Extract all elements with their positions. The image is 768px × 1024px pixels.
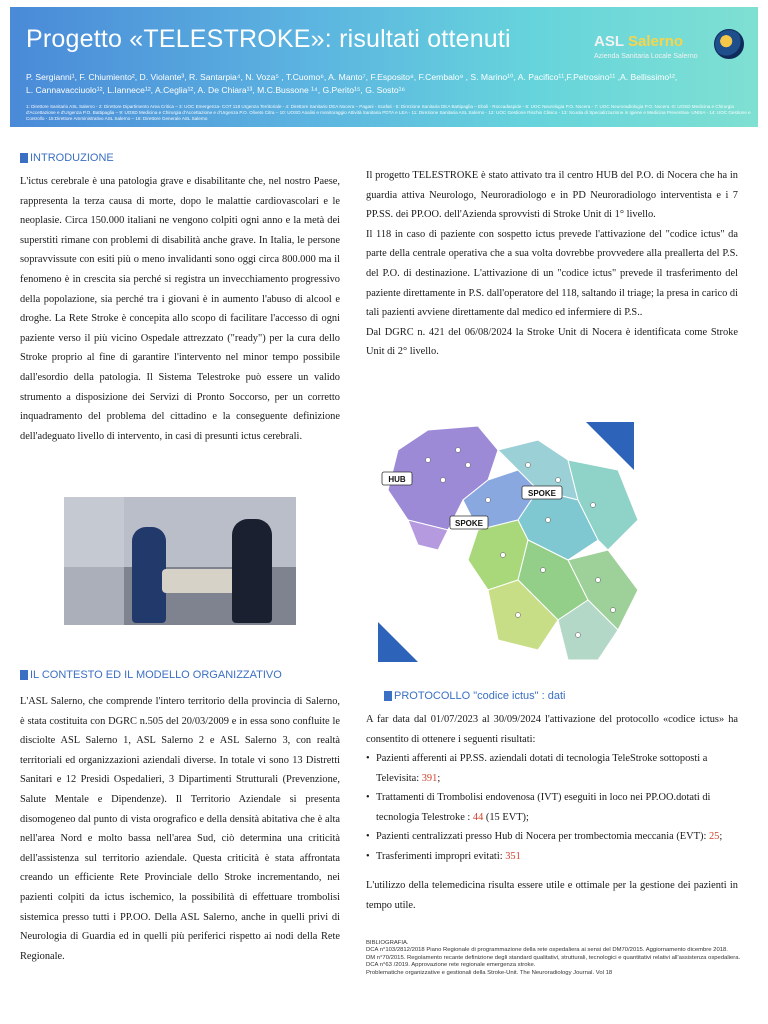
result-value-televisita: 391 (421, 772, 438, 784)
map-label-hub (382, 472, 412, 485)
bibliography-ref-4: Problematiche organizzative e gestionali della Stroke-Unit. The Neuroradiology Journal. Vol 18 (366, 969, 613, 976)
emergency-transport-photo (64, 497, 296, 625)
photo-door (64, 497, 124, 625)
section-heading-protocollo (384, 690, 565, 702)
photo-nurse (132, 527, 166, 623)
header-banner (10, 7, 758, 127)
square-bullet-icon (20, 153, 28, 163)
result-value-evt: 25 (708, 831, 720, 843)
result-item-ivt (366, 788, 738, 827)
square-bullet-icon (384, 691, 392, 701)
results-list (366, 749, 738, 867)
logo-salerno: Salerno (628, 33, 684, 50)
globe-icon (714, 29, 744, 59)
result-value-ivt: 44 (472, 811, 484, 823)
map-hub-text: HUB (388, 475, 406, 484)
map-label-spoke-2 (450, 516, 488, 529)
map-spoke-2-text: SPOKE (454, 519, 484, 528)
photo-guard (232, 519, 272, 623)
authors (26, 71, 746, 96)
poster-title: Progetto «TELESTROKE»: risultati ottenuti (26, 25, 511, 53)
progetto-text (366, 166, 738, 362)
contesto-text: L'ASL Salerno, che comprende l'intero territorio della provincia di Salerno, è stata costituita con DGRC n.505 del 20/03/2009 e in essa sono confluite le disciolte ASL Salerno 1, ASL Salerno 2 e ASL Salerno 3, con realtà territoriali ed organizzazioni aziendali diverse. In totale vi sono 13 Distretti Sanitari e 12 Presidi Ospedalieri, 3 Dipartimenti Strutturali (Prevenzione, Salute Mentale e Dipendenze). Il Territorio Aziendale si presenta disomogeneo dal punto di vista orografico e della densità abitativa che è alta nell'area Nord e molto bassa nell'area Sud, ciò determina una criticità dell'assistenza sul territorio aziendale. Questa criticità è stata affrontata creando un efficiente Rete Provinciale dello Stroke incrementando, nei pazienti colpiti da ictus ischemico, la possibilità di effettuare trombolisi sistemica presso tutti i PP.OO. Della ASL Salerno, anche in quelli privi di Neurologia di Guardia ed in quelli più periferici rispetto ai nodi della Rete Regionale. (20, 696, 340, 962)
result-text-ivt: Trattamenti di Trombolisi endovenosa (IVT) eseguiti in loco nei PP.OO.dotati di tecnologia Telestroke : (376, 792, 711, 823)
bibliography-ref-2: DM n°70/2015. Regolamento recante definizione degli standard qualitativi, strutturali, tecnologici e quantitativi relativi all'assistenza ospedaliera. (366, 954, 741, 961)
protocollo-heading: PROTOCOLLO "codice ictus" : dati (394, 690, 566, 702)
result-item-evt (366, 827, 738, 847)
progetto-paragraph-1: Il progetto TELESTROKE è stato attivato tra il centro HUB del P.O. di Nocera che ha in guardia attiva Neurologo, Neuroradiologo e in PD Neuroradiologo interventista e i 7 PP.SS. dei PP.OO. dell'Azienda sprovvisti di Stroke Unit di 1° livello. (366, 170, 738, 221)
bibliography-title: BIBLIOGRAFIA. (366, 940, 409, 946)
asl-logo (594, 29, 744, 73)
contesto-heading: IL CONTESTO ED IL MODELLO ORGANIZZATIVO (30, 669, 282, 681)
introduzione-text: L'ictus cerebrale è una patologia grave e disabilitante che, nel nostro Paese, rappresenta la terza causa di morte, dopo le malattie cardiovascolari e le neoplasie. Circa 150.000 italiani ne vengono colpiti ogni anno e la metà dei superstiti rimane con problemi di disabilità anche grave. In Italia, le persone sopravvissute con esiti più o meno invalidanti sono oggi circa 800.000 ma il fenomeno è in crescita sia perché si registra un invecchiamento progressivo della popolazione, sia perché tra i giovani è in aumento l'abuso di alcool e droghe. La Rete Stroke è concepita allo scopo di facilitare l'accesso di ogni paziente verso il più vicino Ospedale attrezzato ("ready") per la cura dello Stroke proprio al fine di garantire l'intervento nel minor tempo possibile dall'esordio della patologia. Il Sistema Telestroke può essere un valido strumento a disposizione dei Servizi di Pronto Soccorso, per un corretto inquadramento del problema del cittadino e la conseguente definizione dell'adeguato livello di intervento, in casi di presunti ictus cerebrali. (20, 176, 340, 442)
result-end-ivt: (15 EVT); (483, 811, 529, 823)
result-text-evt: Pazienti centralizzati presso Hub di Nocera per trombectomia meccania (EVT): (376, 831, 709, 843)
affiliations: 1: Direttore Sanitario ASL Salerno - 2: Direttore Dipartimento Area Critica – 3: UOC Emergenza- COT 118 Urgenza Territoriale - 4: Direttore Sanitario DEA Nocera – Pagani - Scafati - 5: Direzione Sanitaria DEA Battipaglia – Eboli - Roccadaspide - 6: UOC Neurologia P.O. Nocera - 7: UOC Neuroradiologia P.O. Nocera -8: UOSD Medicina e Chirurgia d'Accettazione e d'Urgenza P.O. Battipaglia – 9: UOSD Medicina e Chirurgia d'Accettazione e d'Urgenza P.O. Oliveto Citra – 10: UOSD Analisi e monitoraggio Attività Sanitaria PDTA e LEA - 11: Direzione Sanitaria ASL Salerno - 12: UOC Gestione Rischio Clinico - 13: Scuola di Specializzazione in Igiene e Medicina Preventiva- UNISA - 14: UOC Gestione e Controllo - 15:Direttore Amministrativo ASL Salerno – 16: Direttore Generale ASL Salerno (26, 104, 751, 122)
map-corner-triangle-bottom (378, 622, 418, 662)
bibliography (366, 940, 754, 977)
progetto-paragraph-2: Il 118 in caso di paziente con sospetto ictus prevede l'attivazione del "codice ictus" da parte della centrale operativa che a sua volta dovrebbe provvedere alla preallerta del P.S. del P.O. di destinazione. L'attivazione di un "codice ictus" prevede il trasferimento del paziente direttamente in P.S. dall'operatore del 118, saltando il triage; la presa in carico di tali pazienti avviene direttamente dal medico ed infermiere di P.S.. (366, 228, 738, 319)
result-value-trasferimenti: 351 (505, 850, 521, 862)
logo-asl: ASL (594, 33, 624, 50)
logo-wordmark (594, 33, 683, 50)
result-end-evt: ; (719, 831, 723, 843)
result-end-televisita: ; (437, 772, 441, 784)
conclusion-text: L'utilizzo della telemedicina risulta essere utile e ottimale per la gestione dei pazienti in tempo utile. (366, 880, 738, 911)
logo-subtitle: Azienda Sanitaria Locale Salerno (594, 53, 698, 60)
section-heading-contesto (20, 669, 282, 681)
introduzione-heading: INTRODUZIONE (30, 152, 114, 164)
authors-line-1: P. Sergianni¹, F. Chiumiento², D. Violante³, R. Santarpia⁴, N. Voza⁵ , T.Cuomo⁶, A. Manto⁷, F.Esposito⁸, F.Cembalo⁹ , S. Marino¹⁰, A. Pacifico¹¹,F.Petrosino¹¹ ,A. Bellissimo¹², (26, 72, 678, 82)
protocollo-intro: A far data dal 01/07/2023 al 30/09/2024 l'attivazione del protocollo «codice ictus» ha consentito di ottenere i seguenti risultati: (366, 714, 738, 745)
result-text-televisita: Pazienti afferenti ai PP.SS. aziendali dotati di tecnologia TeleStroke sottoposti a Televisita: (376, 753, 708, 784)
section-heading-introduzione (20, 152, 114, 164)
result-text-trasferimenti: Trasferimenti impropri evitati: (376, 850, 506, 862)
square-bullet-icon (20, 670, 28, 680)
bibliography-ref-3: DCA n°63 /2019. Approvazione rete regionale emergenza stroke. (366, 962, 536, 969)
bibliography-ref-1: DCA n°103/2812/2018 Piano Regionale di programmazione della rete ospedaliera ai sensi del DM70/2015. Aggiornamento dicembre 2018. (366, 947, 728, 954)
result-item-trasferimenti (366, 847, 738, 867)
map-spoke-1-text: SPOKE (527, 489, 557, 498)
progetto-paragraph-3: Dal DGRC n. 421 del 06/08/2024 la Stroke Unit di Nocera è identificata come Stroke Unit di 2° livello. (366, 326, 738, 358)
map-label-spoke-1 (522, 486, 562, 499)
authors-line-2: L. Cannavacciuolo¹², L.Iannece¹², A.Ceglia¹², A. De Chiara¹³, M.C.Bussone ¹⁴, G.Perito¹⁵, G. Sosto¹⁶ (26, 84, 406, 95)
result-item-televisita (366, 749, 738, 788)
